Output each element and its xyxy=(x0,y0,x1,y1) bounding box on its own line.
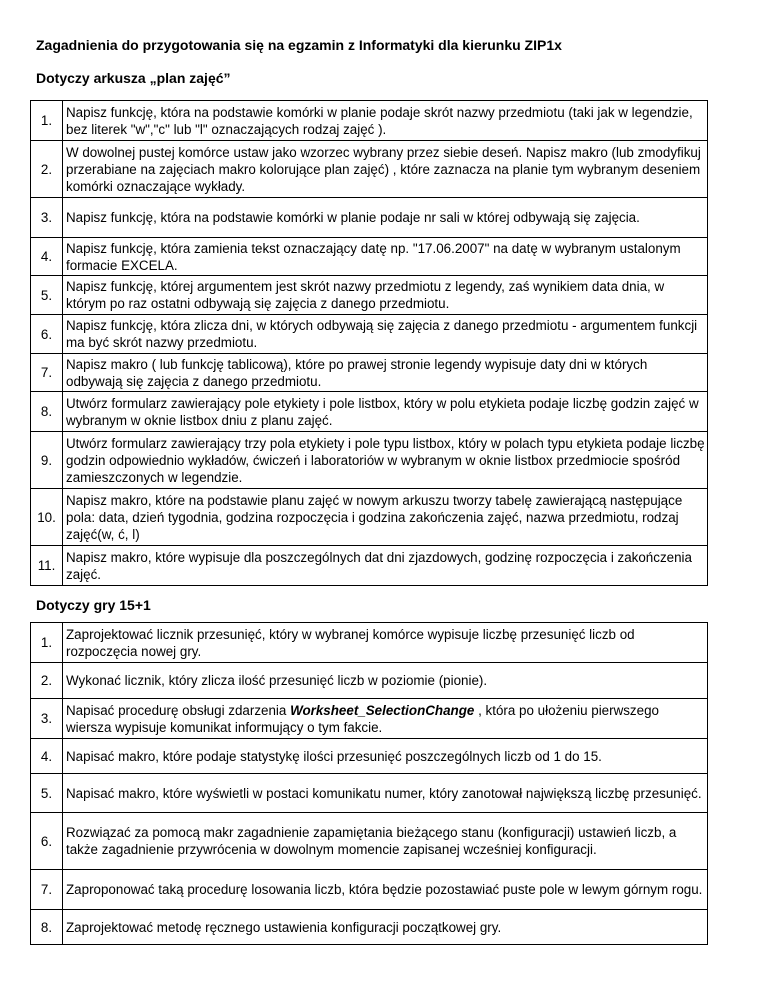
table-row xyxy=(31,489,708,546)
task-number: 3. xyxy=(31,699,63,739)
gra-15-1-task-table xyxy=(30,622,708,945)
task-number: 7. xyxy=(31,870,63,910)
table-row xyxy=(31,813,708,870)
task-text: Napisz makro, które wypisuje dla poszczególnych dat dni zjazdowych, godzinę rozpoczęcia i zakończenia zajęć. xyxy=(63,546,708,586)
task-number: 2. xyxy=(31,141,63,198)
task-number: 1. xyxy=(31,623,63,663)
document-title: Zagadnienia do przygotowania się na egzamin z Informatyki dla kierunku ZIP1x xyxy=(36,37,562,53)
task-number: 7. xyxy=(31,354,63,392)
table-row xyxy=(31,315,708,354)
task-text: Napisz funkcję, która zamienia tekst oznaczający datę np. "17.06.2007" na datę w wybranym ustalonym formacie EXCELA. xyxy=(63,238,708,276)
task-text: W dowolnej pustej komórce ustaw jako wzorzec wybrany przez siebie deseń. Napisz makro (lub zmodyfikuj przerabiane na zajęciach makro kolorujące plan zajęć) , które zaznacza na planie tym wybranym deseniem komórki oznaczające wykłady. xyxy=(63,141,708,198)
table-row xyxy=(31,238,708,276)
task-text: Utwórz formularz zawierający pole etykiety i pole listbox, który w polu etykieta podaje liczbę godzin zajęć w wybranym w oknie listbox dniu z planu zajęć. xyxy=(63,392,708,432)
task-text: Napisać makro, które wyświetli w postaci komunikatu numer, który zanotował największą liczbę przesunięć. xyxy=(63,774,708,813)
task-text: Napisz makro ( lub funkcję tablicową), które po prawej stronie legendy wypisuje daty dni w których odbywają się zajęcia z danego przedmiotu. xyxy=(63,354,708,392)
table-row xyxy=(31,101,708,141)
task-number: 2. xyxy=(31,663,63,699)
task-text-part: Napisać procedurę obsługi zdarzenia xyxy=(66,702,291,718)
task-text: Zaprojektować licznik przesunięć, który w wybranej komórce wypisuje liczbę przesunięć liczb od rozpoczęcia nowej gry. xyxy=(63,623,708,663)
task-text: Zaprojektować metodę ręcznego ustawienia konfiguracji początkowej gry. xyxy=(63,910,708,945)
table-row xyxy=(31,739,708,774)
table-row xyxy=(31,546,708,586)
task-text: Napisz funkcję, której argumentem jest skrót nazwy przedmiotu z legendy, zaś wynikiem data dnia, w którym po raz ostatni odbywają się zajęcia z danego przedmiotu. xyxy=(63,276,708,315)
task-text: Wykonać licznik, który zlicza ilość przesunięć liczb w poziomie (pionie). xyxy=(63,663,708,699)
task-text-part: , która po ułożeniu pierwszego wiersza wypisuje komunikat informujący o tym fakcie. xyxy=(66,702,659,735)
section-heading-plan-zajec: Dotyczy arkusza „plan zajęć” xyxy=(36,70,231,86)
task-number: 6. xyxy=(31,813,63,870)
table-row xyxy=(31,276,708,315)
task-text: Napisz funkcję, która na podstawie komórki w planie podaje nr sali w której odbywają się zajęcia. xyxy=(63,198,708,238)
task-text: Napisz funkcję, która na podstawie komórki w planie podaje skrót nazwy przedmiotu (taki jak w legendzie, bez literek "w","c" lub "l" oznaczających rodzaj zajęć ). xyxy=(63,101,708,141)
table-row xyxy=(31,774,708,813)
task-text: Rozwiązać za pomocą makr zagadnienie zapamiętania bieżącego stanu (konfiguracji) ustawień liczb, a także zagadnienie przywrócenia w dowolnym momencie zapisanej wcześniej konfiguracji. xyxy=(63,813,708,870)
task-text: Zaproponować taką procedurę losowania liczb, która będzie pozostawiać puste pole w lewym górnym rogu. xyxy=(63,870,708,910)
event-name-emphasis: Worksheet_SelectionChange xyxy=(290,702,475,718)
table-row xyxy=(31,699,708,739)
task-text: Napisać makro, które podaje statystykę ilości przesunięć poszczególnych liczb od 1 do 15. xyxy=(63,739,708,774)
task-number: 1. xyxy=(31,101,63,141)
task-text: Napisz funkcję, która zlicza dni, w których odbywają się zajęcia z danego przedmiotu - argumentem funkcji ma być skrót nazwy przedmiotu. xyxy=(63,315,708,354)
table-row xyxy=(31,910,708,945)
table-row xyxy=(31,623,708,663)
task-number: 9. xyxy=(31,432,63,489)
table-row xyxy=(31,141,708,198)
task-number: 6. xyxy=(31,315,63,354)
task-number: 4. xyxy=(31,739,63,774)
table-row xyxy=(31,198,708,238)
task-number: 5. xyxy=(31,276,63,315)
task-text xyxy=(63,699,708,739)
task-number: 4. xyxy=(31,238,63,276)
table-row xyxy=(31,432,708,489)
task-text: Napisz makro, które na podstawie planu zajęć w nowym arkuszu tworzy tabelę zawierającą następujące pola: data, dzień tygodnia, godzina rozpoczęcia i godzina zakończenia zajęć, nazwa przedmiotu, rodzaj zajęć(w, ć, l) xyxy=(63,489,708,546)
task-text: Utwórz formularz zawierający trzy pola etykiety i pole typu listbox, który w polach typu etykieta podaje liczbę godzin odpowiednio wykładów, ćwiczeń i laboratoriów w wybranym w oknie listbox przedmiocie spośród zamieszczonych w legendzie. xyxy=(63,432,708,489)
table-row xyxy=(31,870,708,910)
section-heading-gra-15-1: Dotyczy gry 15+1 xyxy=(36,597,151,613)
plan-zajec-task-table xyxy=(30,100,708,586)
task-number: 8. xyxy=(31,910,63,945)
task-number: 5. xyxy=(31,774,63,813)
task-number: 3. xyxy=(31,198,63,238)
table-row xyxy=(31,663,708,699)
table-row xyxy=(31,392,708,432)
task-number: 11. xyxy=(31,546,63,586)
task-number: 8. xyxy=(31,392,63,432)
task-number: 10. xyxy=(31,489,63,546)
table-row xyxy=(31,354,708,392)
